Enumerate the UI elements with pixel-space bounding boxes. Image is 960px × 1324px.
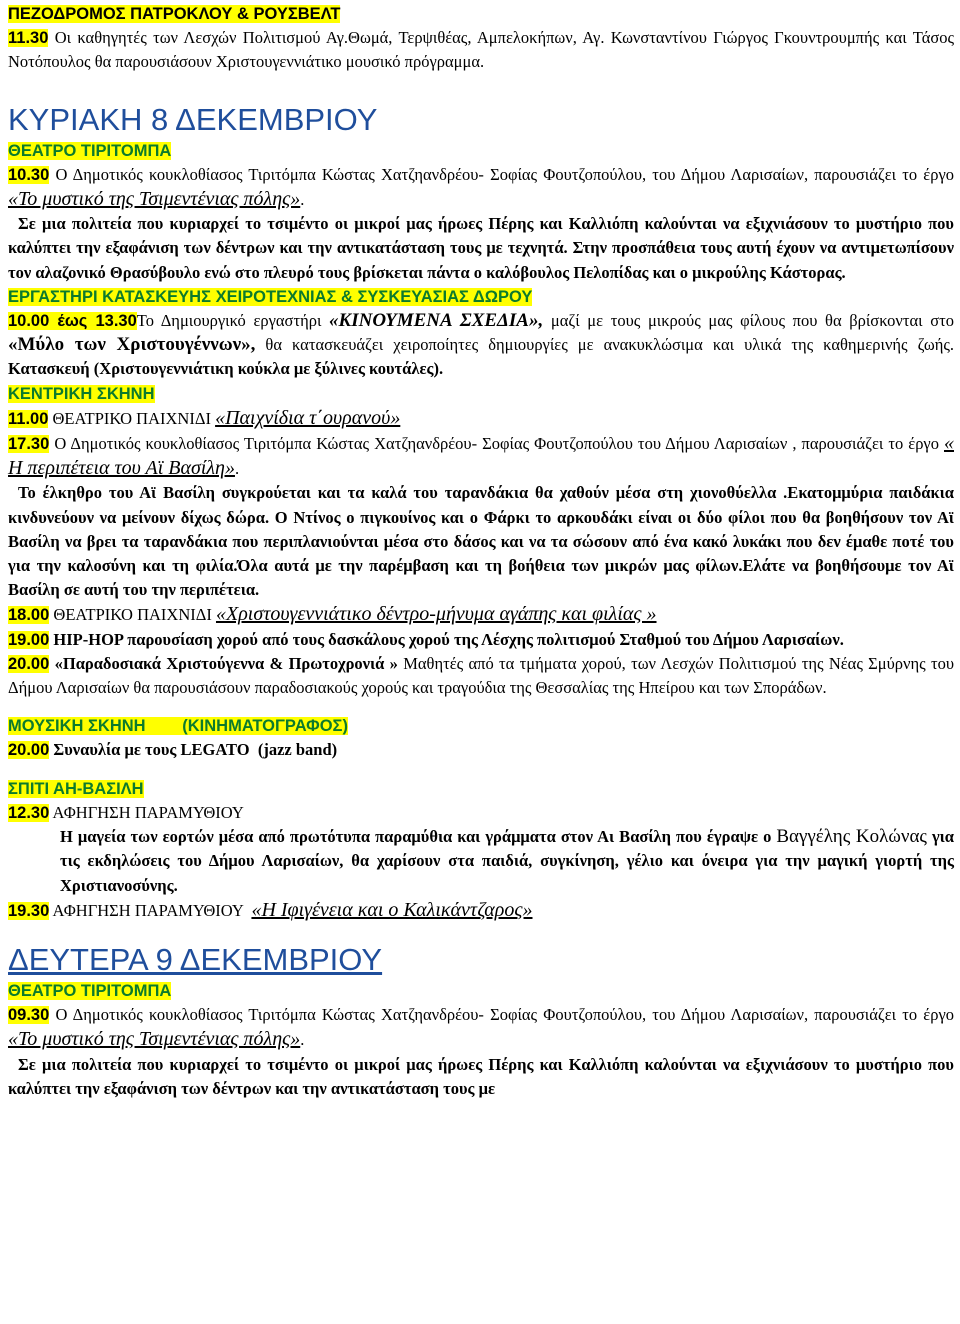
event-text: Οι καθηγητές των Λεσχών Πολιτισμού Αγ.Θωμά, Τερψιθέας, Αμπελοκήπων, Αγ. Κωνσταντίνου Γιώργος Γκουντρουμπής και Τάσος Νοτόπουλος θα παρουσιάσουν Χριστουγεννιάτικο μουσικό πρόγραμμα.: [8, 28, 955, 72]
event-time: 11.00: [8, 409, 49, 428]
event-description: Το έλκηθρο του Αϊ Βασίλη συγκρούεται και τα καλά του ταρανδάκια θα χαθούν μέσα στη χιονοθύελλα .Εκατομμύρια παιδάκια κινδυνεύουν να μείνουν δίχως δώρα. Ο Ντίνος ο πιγκουίνος και ο Φάρκι το αρκουδάκι είναι οι δύο φίλοι που θα βοηθήσουν τον Αϊ Βασίλη να βρει τα ταρανδάκια που περιπλανιούνται μέσα στο δάσος και να τα σώσουν από ένα κακό λυκάκι που δεν έμαθε ποτέ του για την καλοσύνη και τη φιλία.Όλα αυτά με την παρέμβαση και τη βοήθεια των μικρών μας φίλων.Ελάτε να βοηθήσουμε τον Αϊ Βασίλη σε αυτή του την περιπέτεια.: [8, 483, 954, 600]
event-title: «Η Ιφιγένεια και ο Καλικάντζαρος»: [251, 898, 533, 921]
workshop-title: «ΚΙΝΟΥΜΕΝΑ ΣΧΕΔΙΑ»,: [329, 310, 544, 332]
event-paragraph: 18.00 ΘΕΑΤΡΙΚΟ ΠΑΙΧΝΙΔΙ «Χριστουγεννιάτικο δέντρο-μήνυμα αγάπης και φιλίας »: [8, 603, 657, 626]
event-title: «Παραδοσιακά Χριστούγεννα & Πρωτοχρονιά »: [49, 653, 398, 673]
event-paragraph: 10.00 έως 13.30Το Δημιουργικό εργαστήρι «ΚΙΝΟΥΜΕΝΑ ΣΧΕΔΙΑ», μαζί με τους μικρούς μας φίλους που θα βρίσκονται στο «Μύλο των Χριστουγέννων», θα κατασκευάζει χειροποίητες δημιουργίες με ανακυκλώσιμα και υλικά της καθημερινής ζωής. Κατασκευή (Χριστουγεννιάτικη κούκλα με ξύλινες κουτάλες).: [8, 310, 955, 379]
venue-heading: ΜΟΥΣΙΚΗ ΣΚΗΝΗ (ΚΙΝΗΜΑΤΟΓΡΑΦΟΣ): [8, 717, 348, 736]
event-text: Ο Δημοτικός κουκλοθίασος Τιριτόμπα Κώστας Χατζηανδρέου- Σοφίας Φουτζοπούλου, του Δήμου Λαρισαίων, παρουσιάζει το έργο: [55, 164, 954, 184]
event-paragraph: 12.30 ΑΦΗΓΗΣΗ ΠΑΡΑΜΥΘΙΟΥ: [8, 802, 244, 822]
day-heading: ΚΥΡΙΑΚΗ 8 ΔΕΚΕΜΒΡΙΟΥ: [8, 101, 378, 137]
event-title: « Η περιπέτεια του Αϊ Βασίλη»: [8, 432, 954, 480]
event-time: 11.30: [8, 29, 49, 48]
section-header-pezodromos: ΠΕΖΟΔΡΟΜΟΣ ΠΑΤΡΟΚΛΟΥ & ΡΟΥΣΒΕΛΤ: [8, 5, 341, 23]
event-title: «Χριστουγεννιάτικο δέντρο-μήνυμα αγάπης και φιλίας »: [215, 603, 657, 626]
event-paragraph: [8, 26, 954, 74]
venue-heading: ΕΡΓΑΣΤΗΡΙ ΚΑΤΑΣΚΕΥΗΣ ΧΕΙΡΟΤΕΧΝΙΑΣ & ΣΥΣΚΕΥΑΣΙΑΣ ΔΩΡΟΥ: [8, 287, 533, 306]
event-paragraph: 20.00 Συναυλία με τους LEGATO (jazz band): [8, 740, 338, 760]
event-description: Σε μια πολιτεία που κυριαρχεί το τσιμέντο οι μικροί μας ήρωες Πέρης και Καλλιόπη καλούνται να εξιχνιάσουν το μυστήριο που καλύπτει την εξαφάνιση των δέντρων και την αντικατάσταση τους με τεχνητά. Στην προσπάθεια τους αυτή έχουν να αντιμετωπίσουν τον αλαζονικό Θρασύβουλο ενώ στο πλευρό τους βρίσκεται πάντα ο καλόβουλος Πελοπίδας και ο μικρούλης Κάστορας.: [8, 214, 954, 282]
event-title: «Το μυστικό της Τσιμεντένιας πόλης»: [8, 188, 301, 211]
venue-heading: ΚΕΝΤΡΙΚΗ ΣΚΗΝΗ: [8, 384, 155, 403]
day-heading: ΔΕΥΤΕΡΑ 9 ΔΕΚΕΜΒΡΙΟΥ: [8, 941, 383, 977]
author-name: Βαγγέλης Κολώνας: [776, 826, 927, 848]
event-paragraph: 10.30 Ο Δημοτικός κουκλοθίασος Τιριτόμπα Κώστας Χατζηανδρέου- Σοφίας Φουτζοπούλου, του Δήμου Λαρισαίων, παρουσιάζει το έργο «Το μυστικό της Τσιμεντένιας πόλης».: [8, 164, 954, 211]
event-description: Η μαγεία των εορτών μέσα από πρωτότυπα παραμύθια και γράμματα στον Αι Βασίλη που έγραψε ο Βαγγέλης Κολώνας για τις εκδηλώσεις του Δήμου Λαρισαίων, θα χαρίσουν στα παιδιά, συγκίνηση, γέλιο και όνειρα για την μαγική γιορτή της Χριστιανοσύνης.: [60, 826, 954, 895]
event-time: 09.30: [8, 1006, 50, 1025]
event-paragraph: 19.00 HIP-HOP παρουσίαση χορού από τους δασκάλους χορού της Λέσχης πολιτισμού Σταθμού του Δήμου Λαρισαίων.: [8, 629, 844, 649]
event-time: 20.00: [8, 741, 50, 760]
event-time: 10.00 έως 13.30: [8, 312, 137, 331]
event-paragraph: 20.00 «Παραδοσιακά Χριστούγεννα & Πρωτοχρονιά » Μαθητές από τα τμήματα χορού, των Λεσχών Πολιτισμού της Νέας Σμύρνης του Δήμου Λαρισαίων θα παρουσιάσουν παραδοσιακούς χορούς και τραγούδια της Θεσσαλίας της Ηπείρου και των Σποράδων.: [8, 653, 954, 698]
event-paragraph: 17.30 Ο Δημοτικός κουκλοθίασος Τιριτόμπα Κώστας Χατζηανδρέου- Σοφίας Φουτζοπούλου του Δήμου Λαρισαίων , παρουσιάζει το έργο « Η περιπέτεια του Αϊ Βασίλη».: [8, 432, 954, 480]
workshop-craft: Κατασκευή (Χριστουγεννιάτικη κούκλα με ξύλινες κουτάλες).: [8, 359, 444, 379]
event-program-document: [8, 2, 954, 1101]
event-description: Σε μια πολιτεία που κυριαρχεί το τσιμέντο οι μικροί μας ήρωες Πέρης και Καλλιόπη καλούνται να εξιχνιάσουν το μυστήριο που καλύπτει την εξαφάνιση των δέντρων και την αντικατάσταση τους με: [8, 1054, 954, 1098]
venue-heading: ΘΕΑΤΡΟ ΤΙΡΙΤΟΜΠΑ: [8, 981, 172, 1000]
event-title: «Το μυστικό της Τσιμεντένιας πόλης»: [8, 1028, 301, 1051]
event-paragraph: 11.00 ΘΕΑΤΡΙΚΟ ΠΑΙΧΝΙΔΙ «Παιχνίδια τ΄ουρανού»: [8, 406, 401, 429]
event-title: «Παιχνίδια τ΄ουρανού»: [215, 406, 401, 429]
event-paragraph: 19.30 ΑΦΗΓΗΣΗ ΠΑΡΑΜΥΘΙΟΥ «Η Ιφιγένεια και ο Καλικάντζαρος»: [8, 898, 533, 921]
event-time: 19.30: [8, 901, 50, 920]
venue-heading: ΘΕΑΤΡΟ ΤΙΡΙΤΟΜΠΑ: [8, 141, 172, 160]
event-paragraph: 09.30 Ο Δημοτικός κουκλοθίασος Τιριτόμπα Κώστας Χατζηανδρέου- Σοφίας Φουτζοπούλου, του Δήμου Λαρισαίων, παρουσιάζει το έργο «Το μυστικό της Τσιμεντένιας πόλης».: [8, 1005, 954, 1051]
event-time: 12.30: [8, 803, 50, 822]
event-time: 10.30: [8, 165, 50, 184]
event-time: 18.00: [8, 606, 50, 625]
workshop-location: «Μύλο των Χριστουγέννων»,: [8, 334, 256, 356]
event-time: 17.30: [8, 435, 50, 454]
event-time: 19.00: [8, 630, 50, 649]
venue-heading: ΣΠΙΤΙ ΑΗ-ΒΑΣΙΛΗ: [8, 779, 144, 798]
event-time: 20.00: [8, 654, 50, 673]
